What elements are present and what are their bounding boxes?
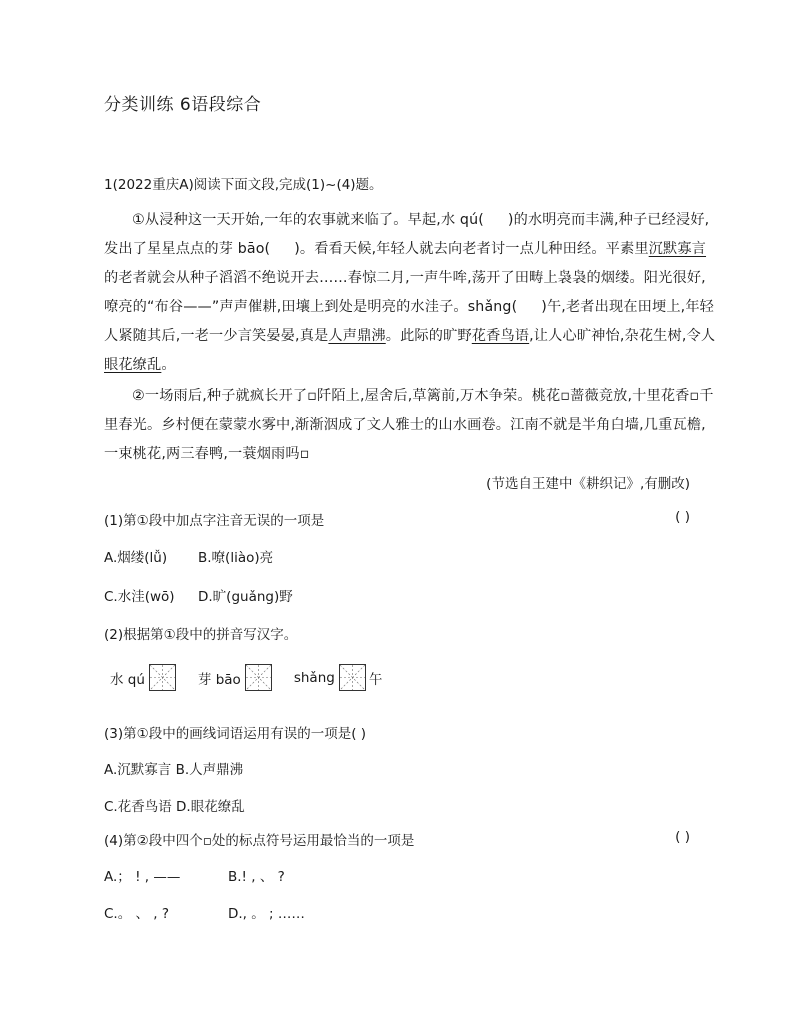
- passage-text: )午,老者出现在田埂上,年轻: [541, 299, 714, 315]
- q4-option-b: B.! , 、 ?: [228, 869, 285, 885]
- passage-text: 发出了星星点点的芽 bāo(: [104, 241, 271, 257]
- underlined-word-2: 人声鼎沸: [328, 328, 386, 344]
- q1-option-c: C.水洼(wō): [104, 589, 175, 605]
- q3-stem: (3)第①段中的画线词语运用有误的一项是( ): [104, 726, 367, 742]
- passage-text: 嘹亮的“布谷——”声声催耕,田壤上到处是明亮的水洼子。shǎng(: [104, 299, 518, 315]
- passage-text: 。: [161, 357, 176, 373]
- passage-p1-line2: [104, 238, 706, 258]
- passage-p2-line2: 里春光。乡村便在蒙蒙水雾中,渐渐洇成了文人雅士的山水画卷。江南不就是半角白墙,几重瓦檐,: [104, 417, 706, 433]
- q1-option-a: A.烟缕(lǚ): [104, 550, 168, 566]
- q2-writing-row: [110, 664, 386, 691]
- writing-grid-box-1[interactable]: [149, 664, 176, 691]
- q3-options-cd: C.花香鸟语 D.眼花缭乱: [104, 799, 245, 815]
- page-title: 分类训练 6语段综合: [104, 95, 262, 115]
- q3-options-ab: A.沉默寡言 B.人声鼎沸: [104, 762, 244, 778]
- underlined-word-1: 沉默寡言: [648, 241, 707, 257]
- underlined-word-3: 花香鸟语: [471, 328, 530, 344]
- q1-stem: (1)第①段中加点字注音无误的一项是: [104, 513, 325, 529]
- writing-grid-box-3[interactable]: [339, 664, 366, 691]
- q4-option-d: D., 。 ; ……: [228, 906, 305, 922]
- passage-text: )。看看天候,年轻人就去向老者讨一点儿种田经。平素里: [294, 241, 649, 257]
- passage-p1-line1: [132, 209, 709, 229]
- q2-item3-label: shǎng: [293, 669, 335, 686]
- passage-p2-line1: ②一场雨后,种子就疯长开了▫阡陌上,屋舍后,草篱前,万木争荣。桃花▫蔷薇竞放,十里花香▫千: [132, 388, 714, 404]
- q1-answer-bracket: ( ): [675, 509, 690, 525]
- underlined-word-4: 眼花缭乱: [104, 357, 162, 373]
- q1-option-b: B.嘹(liào)亮: [198, 550, 274, 566]
- grid-lines-icon: [246, 665, 271, 690]
- q4-option-a: A.； ! , ——: [104, 869, 181, 885]
- q2-item2-label: 芽 bāo: [197, 671, 241, 688]
- passage-source: (节选自王建中《耕织记》,有删改): [486, 476, 690, 492]
- q2-item3-suffix: 午: [368, 671, 383, 688]
- passage-text: 人紧随其后,一老一少言笑晏晏,真是: [104, 328, 329, 344]
- q4-answer-bracket: ( ): [675, 829, 690, 845]
- q4-option-c: C.。 、 , ?: [104, 906, 170, 922]
- passage-p1-line4: [104, 296, 714, 316]
- passage-text: ①从浸种这一天开始,一年的农事就来临了。早起,水 qú(: [132, 212, 484, 228]
- q1-option-d: D.旷(guǎng)野: [198, 589, 293, 605]
- q2-item1-label: 水 qú: [110, 671, 145, 688]
- passage-p1-line5: [104, 325, 715, 345]
- question-intro: 1(2022重庆A)阅读下面文段,完成(1)~(4)题。: [104, 177, 383, 193]
- passage-p1-line6: [104, 354, 176, 374]
- passage-p2-line3: 一束桃花,两三春鸭,一蓑烟雨吗▫: [104, 446, 310, 462]
- passage-text: )的水明亮而丰满,种子已经浸好,: [507, 212, 710, 228]
- passage-text: ,让人心旷神怡,杂花生树,令人: [529, 328, 716, 344]
- grid-lines-icon: [150, 665, 175, 690]
- grid-lines-icon: [340, 665, 365, 690]
- passage-p1-line3: 的老者就会从种子滔滔不绝说开去……春惊二月,一声牛哞,荡开了田畴上袅袅的烟缕。阳光很好,: [104, 270, 706, 286]
- q4-stem: (4)第②段中四个▫处的标点符号运用最恰当的一项是: [104, 833, 415, 849]
- q2-stem: (2)根据第①段中的拼音写汉字。: [104, 627, 298, 643]
- writing-grid-box-2[interactable]: [245, 664, 272, 691]
- passage-text: 。此际的旷野: [385, 328, 472, 344]
